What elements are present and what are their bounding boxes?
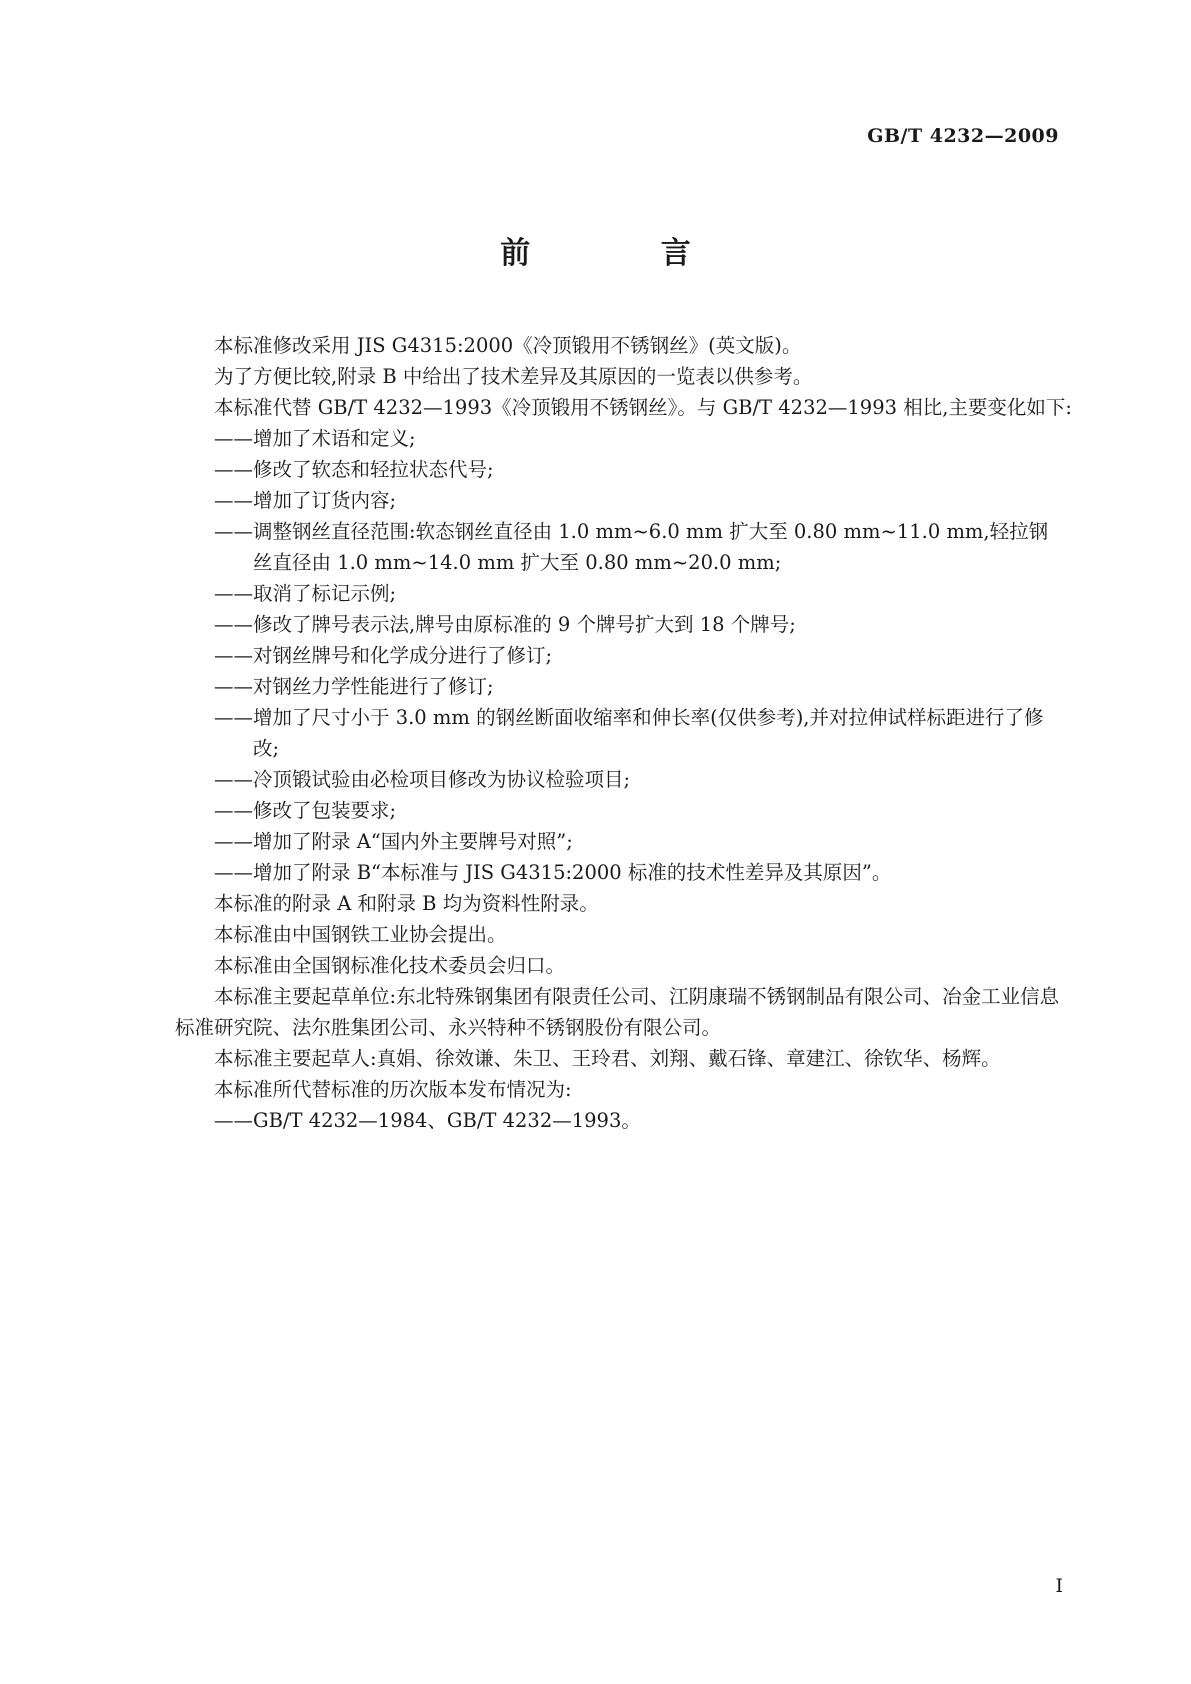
change-item: ——对钢丝力学性能进行了修订; bbox=[214, 675, 494, 698]
change-item: ——取消了标记示例; bbox=[214, 582, 397, 605]
change-item: ——修改了软态和轻拉状态代号; bbox=[214, 458, 494, 481]
paragraph: 本标准所代替标准的历次版本发布情况为: bbox=[214, 1078, 572, 1101]
change-item: ——对钢丝牌号和化学成分进行了修订; bbox=[214, 644, 553, 667]
change-item: ——增加了订货内容; bbox=[214, 489, 397, 512]
change-item: ——增加了附录 B“本标准与 JIS G4315:2000 标准的技术性差异及其原因”。 bbox=[214, 861, 892, 884]
change-item: ——增加了尺寸小于 3.0 mm 的钢丝断面收缩率和伸长率(仅供参考),并对拉伸试样标距进行了修改; bbox=[214, 706, 1044, 760]
change-item: ——调整钢丝直径范围:软态钢丝直径由 1.0 mm~6.0 mm 扩大至 0.80 mm~11.0 mm,轻拉钢丝直径由 1.0 mm~14.0 mm 扩大至 0.80 mm~20.0 mm; bbox=[214, 520, 1049, 574]
paragraph: 本标准由中国钢铁工业协会提出。 bbox=[214, 923, 507, 946]
standard-code: GB/T 4232—2009 bbox=[867, 125, 1059, 147]
paragraph: 本标准代替 GB/T 4232—1993《冷顶锻用不锈钢丝》。与 GB/T 4232—1993 相比,主要变化如下: bbox=[214, 396, 1072, 419]
page-number: I bbox=[1055, 1575, 1063, 1597]
foreword-body bbox=[175, 330, 1072, 1136]
change-item: ——修改了牌号表示法,牌号由原标准的 9 个牌号扩大到 18 个牌号; bbox=[214, 613, 796, 636]
paragraph: 本标准由全国钢标准化技术委员会归口。 bbox=[214, 954, 566, 977]
paragraph: 为了方便比较,附录 B 中给出了技术差异及其原因的一览表以供参考。 bbox=[214, 365, 813, 388]
history-item: ——GB/T 4232—1984、GB/T 4232—1993。 bbox=[214, 1109, 641, 1132]
paragraph: 本标准主要起草单位:东北特殊钢集团有限责任公司、江阴康瑞不锈钢制品有限公司、冶金工业信息标准研究院、法尔胜集团公司、永兴特种不锈钢股份有限公司。 bbox=[175, 985, 1060, 1039]
paragraph: 本标准的附录 A 和附录 B 均为资料性附录。 bbox=[214, 892, 599, 915]
change-item: ——增加了术语和定义; bbox=[214, 427, 416, 450]
page-title: 前 言 bbox=[500, 236, 751, 271]
change-item: ——增加了附录 A“国内外主要牌号对照”; bbox=[214, 830, 573, 853]
paragraph: 本标准修改采用 JIS G4315:2000《冷顶锻用不锈钢丝》(英文版)。 bbox=[214, 334, 802, 357]
change-item: ——冷顶锻试验由必检项目修改为协议检验项目; bbox=[214, 768, 631, 791]
change-item: ——修改了包装要求; bbox=[214, 799, 397, 822]
paragraph: 本标准主要起草人:真娟、徐效谦、朱卫、王玲君、刘翔、戴石锋、章建江、徐钦华、杨辉。 bbox=[214, 1047, 1001, 1070]
